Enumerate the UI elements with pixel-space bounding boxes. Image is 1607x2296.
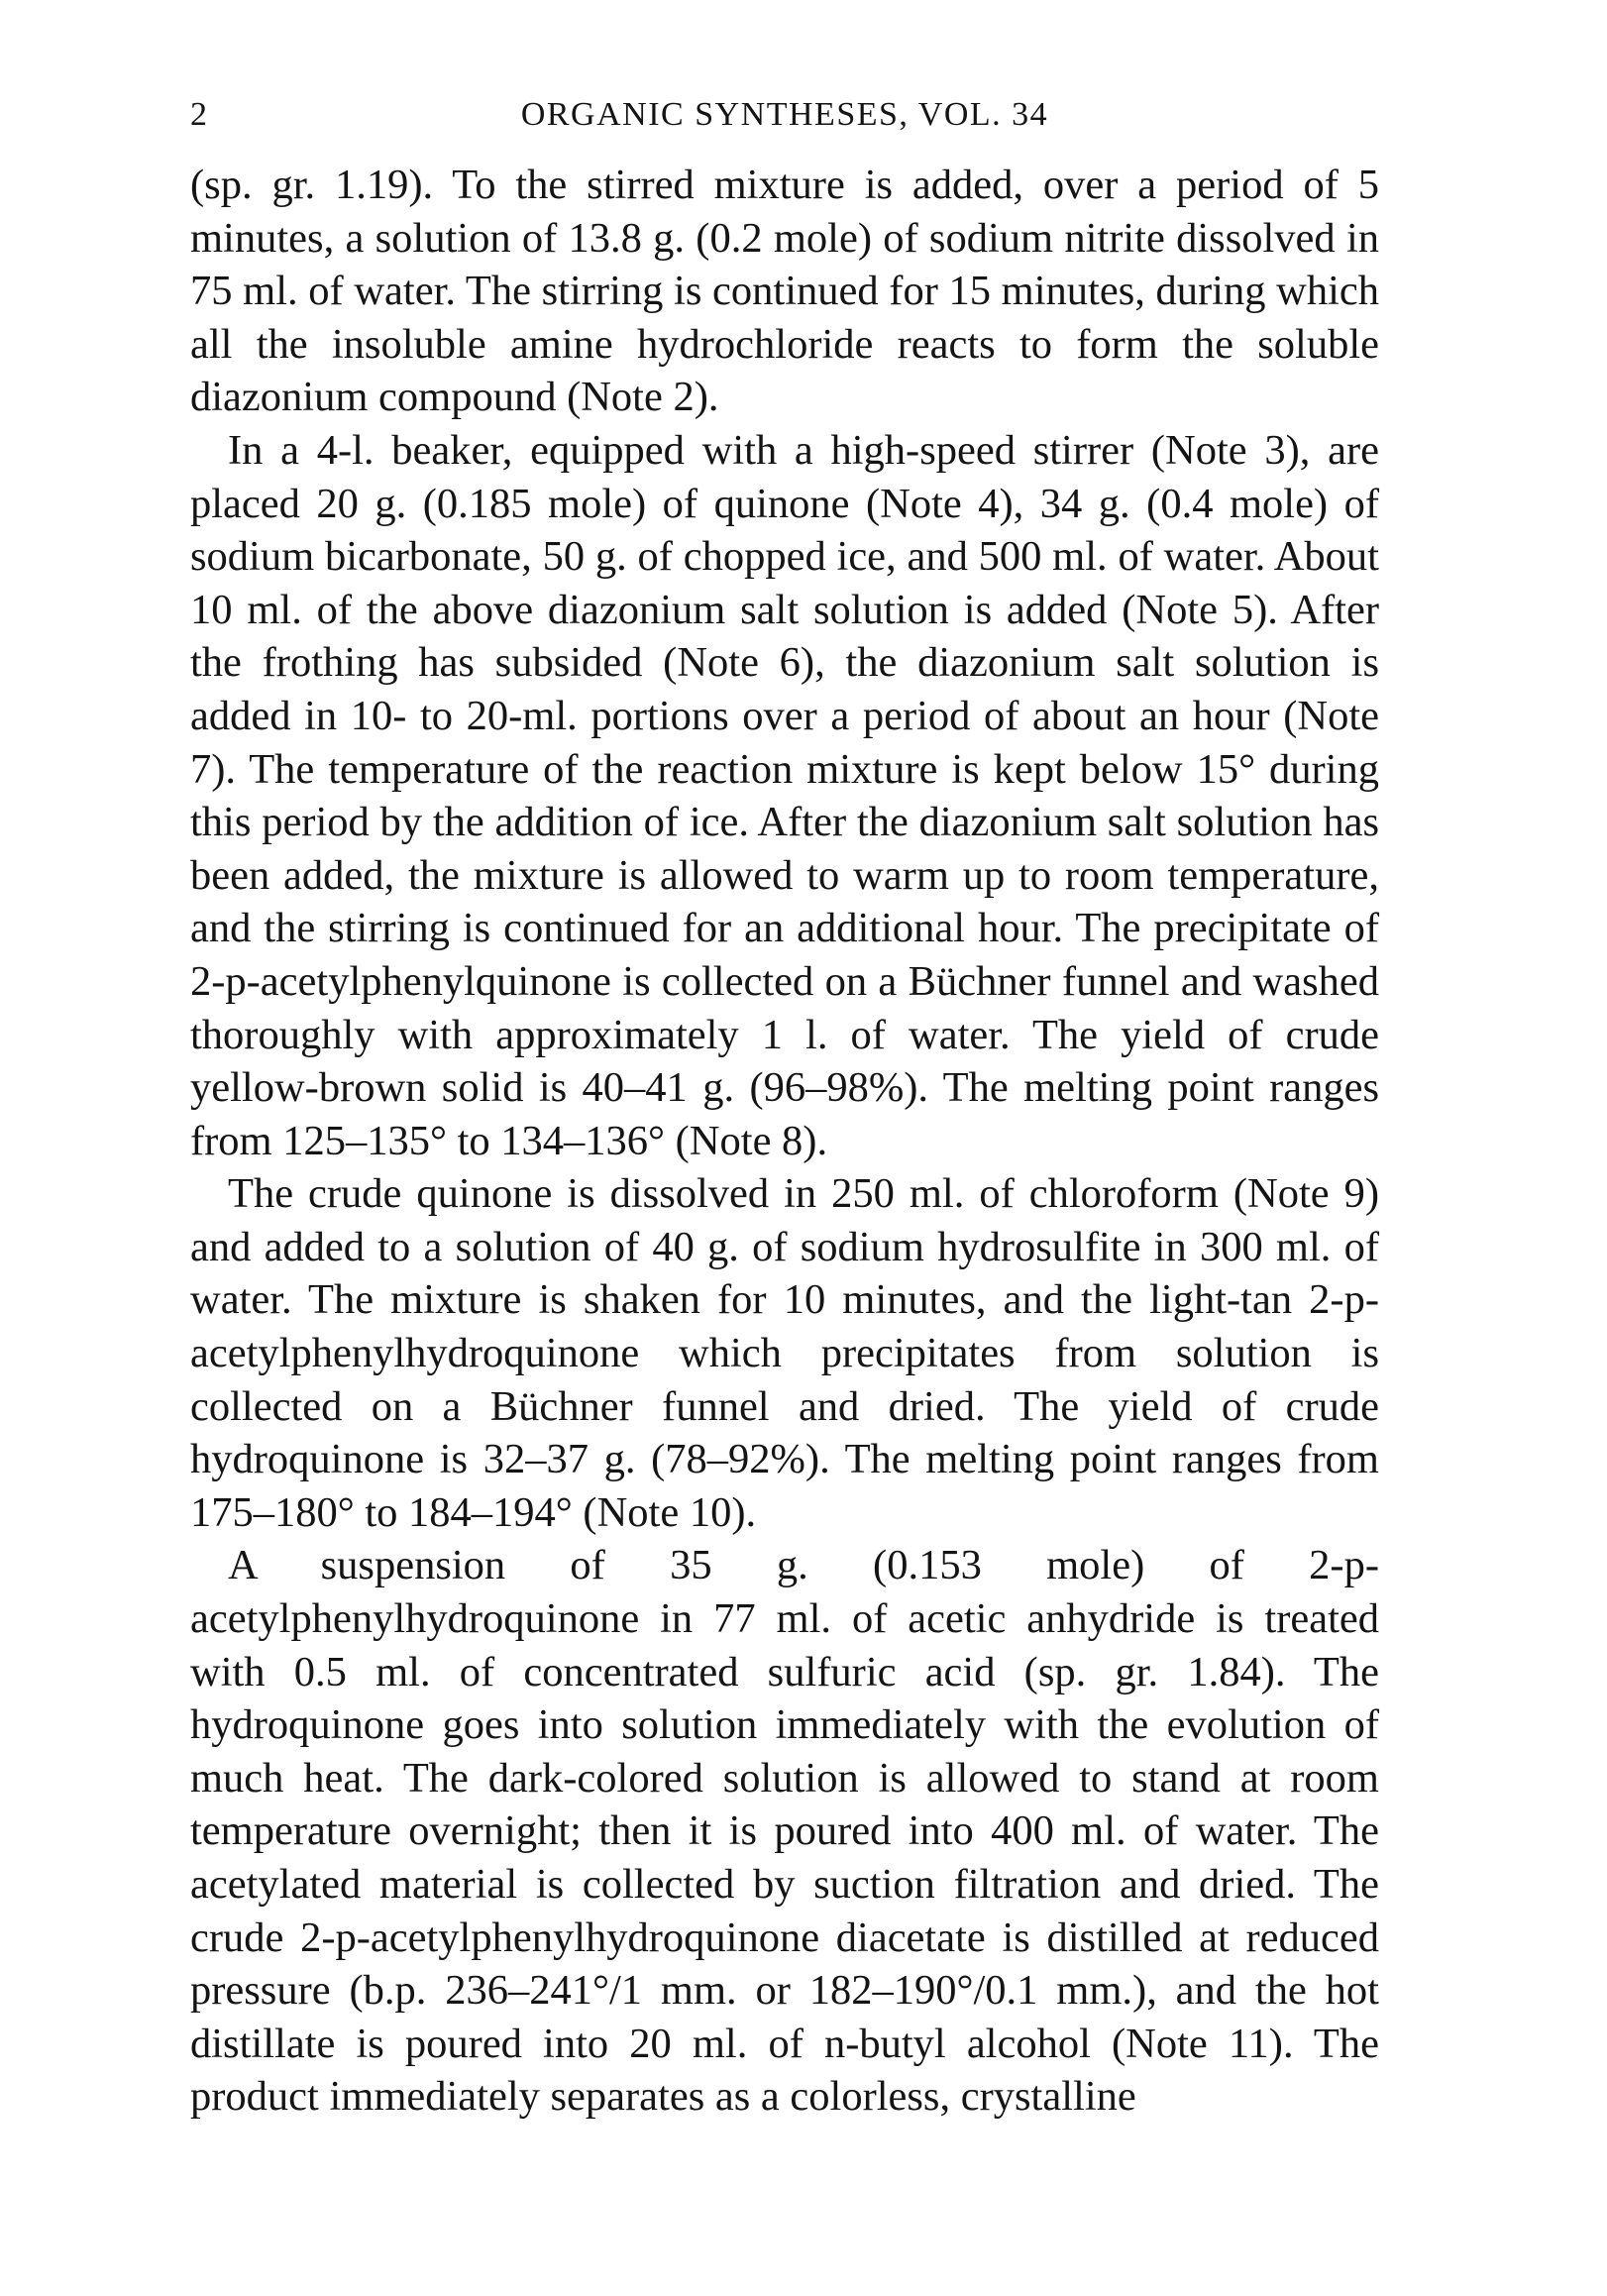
running-head: ORGANIC SYNTHESES, VOL. 34 [520,96,1049,133]
paragraph-acetylation: A suspension of 35 g. (0.153 mole) of 2-p-acetylphenylhydroquinone in 77 ml. of acetic anhydride is treated with 0.5 ml. of concentrated sulfuric acid (sp. gr. 1.84). The hydroquinone goes into solution immediately with the evolution of much heat. The dark-colored solution is allowed to stand at room temperature overnight; then it is poured into 400 ml. of water. The acetylated material is collected by suction filtration and dried. The crude 2-p-acetylphenylhydroquinone diacetate is distilled at reduced pressure (b.p. 236–241°/1 mm. or 182–190°/0.1 mm.), and the hot distillate is poured into 20 ml. of n-butyl alcohol (Note 11). The product immediately separates as a colorless, crystalline [190,1542,1379,2121]
paragraph-hydroquinone-reduction: The crude quinone is dissolved in 250 ml. of chloroform (Note 9) and added to a solution of 40 g. of sodium hydrosulfite in 300 ml. of water. The mixture is shaken for 10 minutes, and the light-tan 2-p-acetylphenylhydroquinone which precipitates from solution is collected on a Büchner funnel and dried. The yield of crude hydroquinone is 32–37 g. (78–92%). The melting point ranges from 175–180° to 184–194° (Note 10). [190,1170,1379,1536]
paragraph-continuation: (sp. gr. 1.19). To the stirred mixture is added, over a period of 5 minutes, a solution of 13.8 g. (0.2 mole) of sodium nitrite dissolved in 75 ml. of water. The stirring is continued for 15 minutes, during which all the insoluble amine hydrochloride reacts to form the soluble diazonium compound (Note 2). [190,162,1379,421]
body-text [190,159,1379,2124]
paragraph-quinone-reaction: In a 4-l. beaker, equipped with a high-speed stirrer (Note 3), are placed 20 g. (0.185 mole) of quinone (Note 4), 34 g. (0.4 mole) of sodium bicarbonate, 50 g. of chopped ice, and 500 ml. of water. About 10 ml. of the above diazonium salt solution is added (Note 5). After the frothing has subsided (Note 6), the diazonium salt solution is added in 10- to 20-ml. portions over a period of about an hour (Note 7). The temperature of the reaction mixture is kept below 15° during this period by the addition of ice. After the diazonium salt solution has been added, the mixture is allowed to warm up to room temperature, and the stirring is continued for an additional hour. The precipitate of 2-p-acetylphenylquinone is collected on a Büchner funnel and washed thoroughly with approximately 1 l. of water. The yield of crude yellow-brown solid is 40–41 g. (96–98%). The melting point ranges from 125–135° to 134–136° (Note 8). [190,426,1379,1164]
page-number: 2 [190,96,207,133]
page-header [190,91,1379,139]
